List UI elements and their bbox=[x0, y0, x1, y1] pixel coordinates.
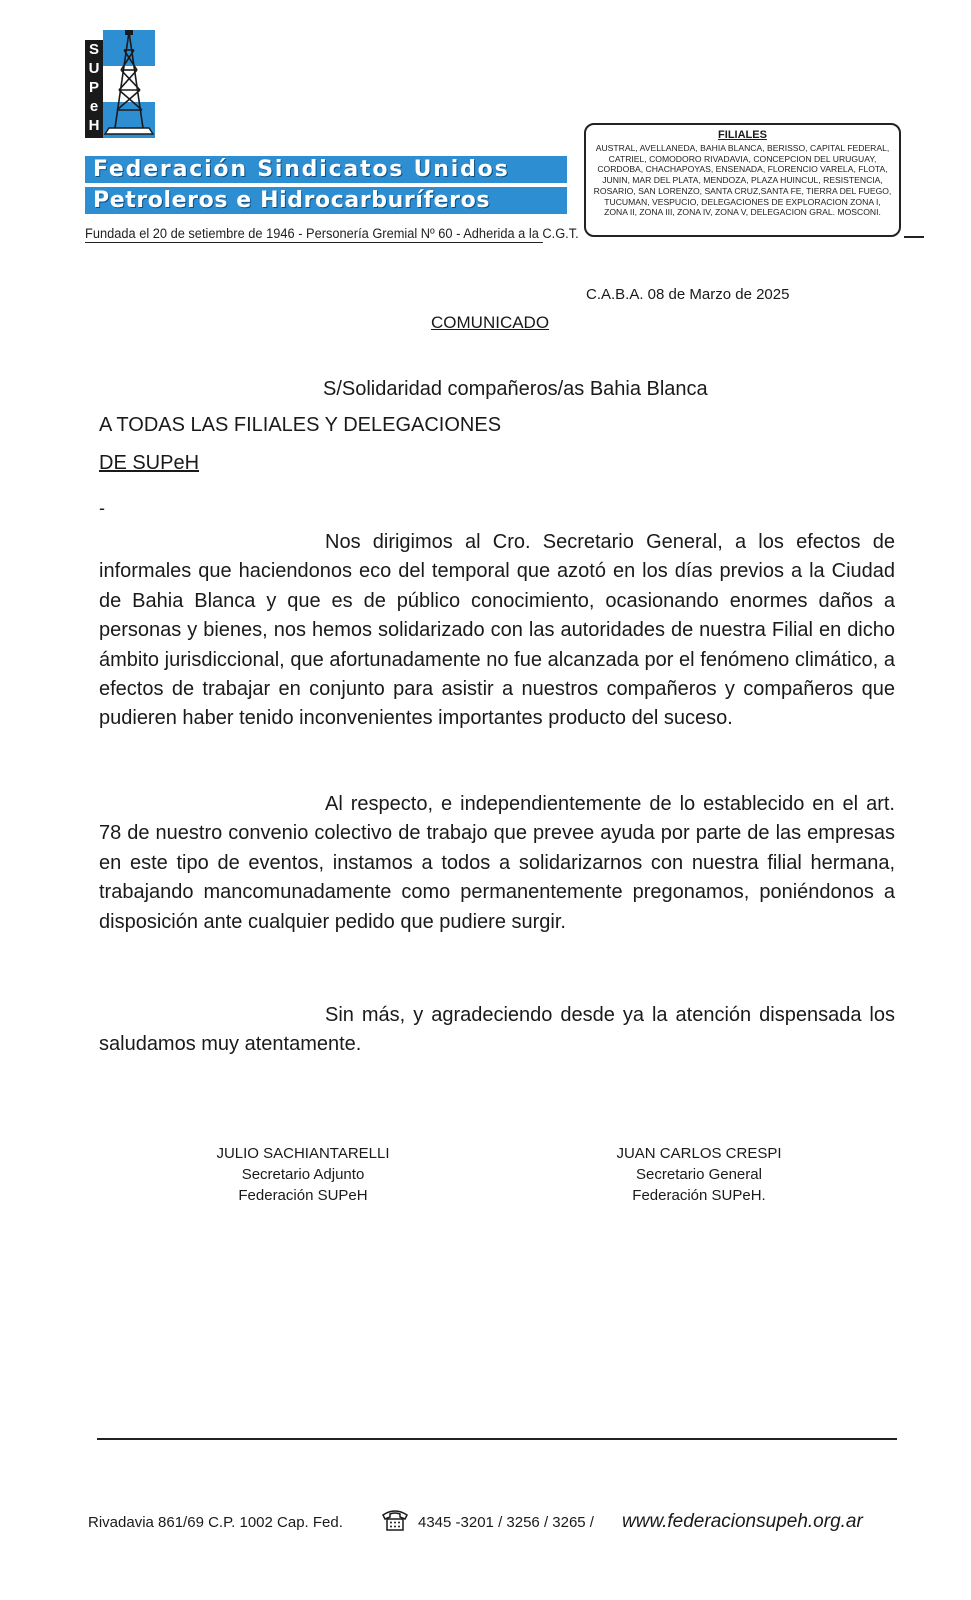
body-paragraph-2: Al respecto, e independientemente de lo establecido en el art. 78 de nuestro convenio colectivo de trabajo que prevee ayuda por parte de las empresas en este tipo de eventos, instamos a todos a solidarizarnos con nuestra filial hermana, trabajando mancomunadamente como permanentemente pregonamos, poniéndonos a disposición ante cualquier pedido que pudiere surgir. bbox=[99, 793, 895, 933]
signatory-name: JUAN CARLOS CRESPI bbox=[616, 1145, 782, 1162]
letter-subject: S/Solidaridad compañeros/as Bahia Blanca bbox=[323, 378, 708, 400]
footer-website-link[interactable]: www.federacionsupeh.org.ar bbox=[622, 1511, 863, 1532]
founded-tagline: Fundada el 20 de setiembre de 1946 - Personería Gremial Nº 60 - Adherida a la C.G.T. bbox=[85, 226, 579, 241]
signature-block-adjunto bbox=[183, 1143, 423, 1206]
separator-dash: - bbox=[99, 498, 105, 518]
signatory-org: Federación SUPeH bbox=[238, 1187, 368, 1204]
footer-divider bbox=[97, 1438, 897, 1440]
letter-date: C.A.B.A. 08 de Marzo de 2025 bbox=[586, 286, 790, 303]
logo-letter: S bbox=[88, 41, 99, 58]
body-paragraph-3: Sin más, y agradeciendo desde ya la atención dispensada los saludamos muy atentamente. bbox=[99, 1004, 895, 1056]
footer-address: Rivadavia 861/69 C.P. 1002 Cap. Fed. bbox=[88, 1514, 343, 1531]
addressee-line1: A TODAS LAS FILIALES Y DELEGACIONES bbox=[99, 414, 502, 436]
filiales-box bbox=[584, 123, 901, 237]
signatory-role: Secretario General bbox=[636, 1166, 762, 1183]
logo-letter: U bbox=[88, 60, 100, 77]
signatory-name: JULIO SACHIANTARELLI bbox=[216, 1145, 390, 1162]
federation-name-line2: Petroleros e Hidrocarburíferos bbox=[85, 187, 567, 214]
footer bbox=[88, 1506, 908, 1536]
telephone-icon bbox=[380, 1506, 410, 1532]
logo-letter: H bbox=[88, 117, 100, 134]
logo-letter: e bbox=[89, 98, 99, 115]
letter-title: COMUNICADO bbox=[431, 313, 550, 332]
signatory-org: Federación SUPeH. bbox=[632, 1187, 766, 1204]
federation-banner bbox=[85, 156, 567, 216]
addressee-line2: DE SUPeH bbox=[99, 452, 200, 474]
oil-derrick-flag-icon bbox=[103, 30, 155, 138]
signatory-role: Secretario Adjunto bbox=[241, 1166, 365, 1183]
logo-letters bbox=[85, 40, 103, 138]
footer-phones: 4345 -3201 / 3256 / 3265 / bbox=[418, 1514, 594, 1531]
filiales-title: FILIALES bbox=[718, 129, 767, 141]
filiales-underline bbox=[904, 236, 924, 238]
filiales-list: AUSTRAL, AVELLANEDA, BAHIA BLANCA, BERISSO, CAPITAL FEDERAL, CATRIEL, COMODORO RIVADAVIA, CONCEPCION DEL URUGUAY, CORDOBA, CHACHAPOYAS, ENSENADA, FLORENCIO VARELA, FLOTA, JUNIN, MAR DEL PLATA, MENDOZA, PLAZA HUINCUL, RESISTENCIA, ROSARIO, SAN LORENZO, SANTA CRUZ,SANTA FE, TIERRA DEL FUEGO, TUCUMAN, VESPUCIO, DELEGACIONES DE EXPLORACION ZONA I, ZONA II, ZONA III, ZONA IV, ZONA V, DELEGACION GRAL. MOSCONI. bbox=[593, 143, 892, 218]
federation-name-line1: Federación Sindicatos Unidos bbox=[85, 156, 567, 183]
body-paragraph-1: Nos dirigimos al Cro. Secretario General, a los efectos de informales que haciendonos eco del temporal que azotó en los días previos a la Ciudad de Bahia Blanca y que es de público conocimiento, ocasionando enormes daños a personas y bienes, nos hemos solidarizado con las autoridades de nuestra Filial en dicho ámbito jurisdiccional, que afortunadamente no fue alcanzada por el fenómeno climático, a efectos de trabajar en conjunto para asistir a nuestros compañeros y compañeros que pudieren haber tenido inconvenientes importantes producto del suceso. bbox=[99, 531, 895, 730]
signature-block-general bbox=[579, 1143, 819, 1206]
logo-letter: P bbox=[88, 79, 99, 96]
supeh-logo bbox=[85, 30, 155, 138]
